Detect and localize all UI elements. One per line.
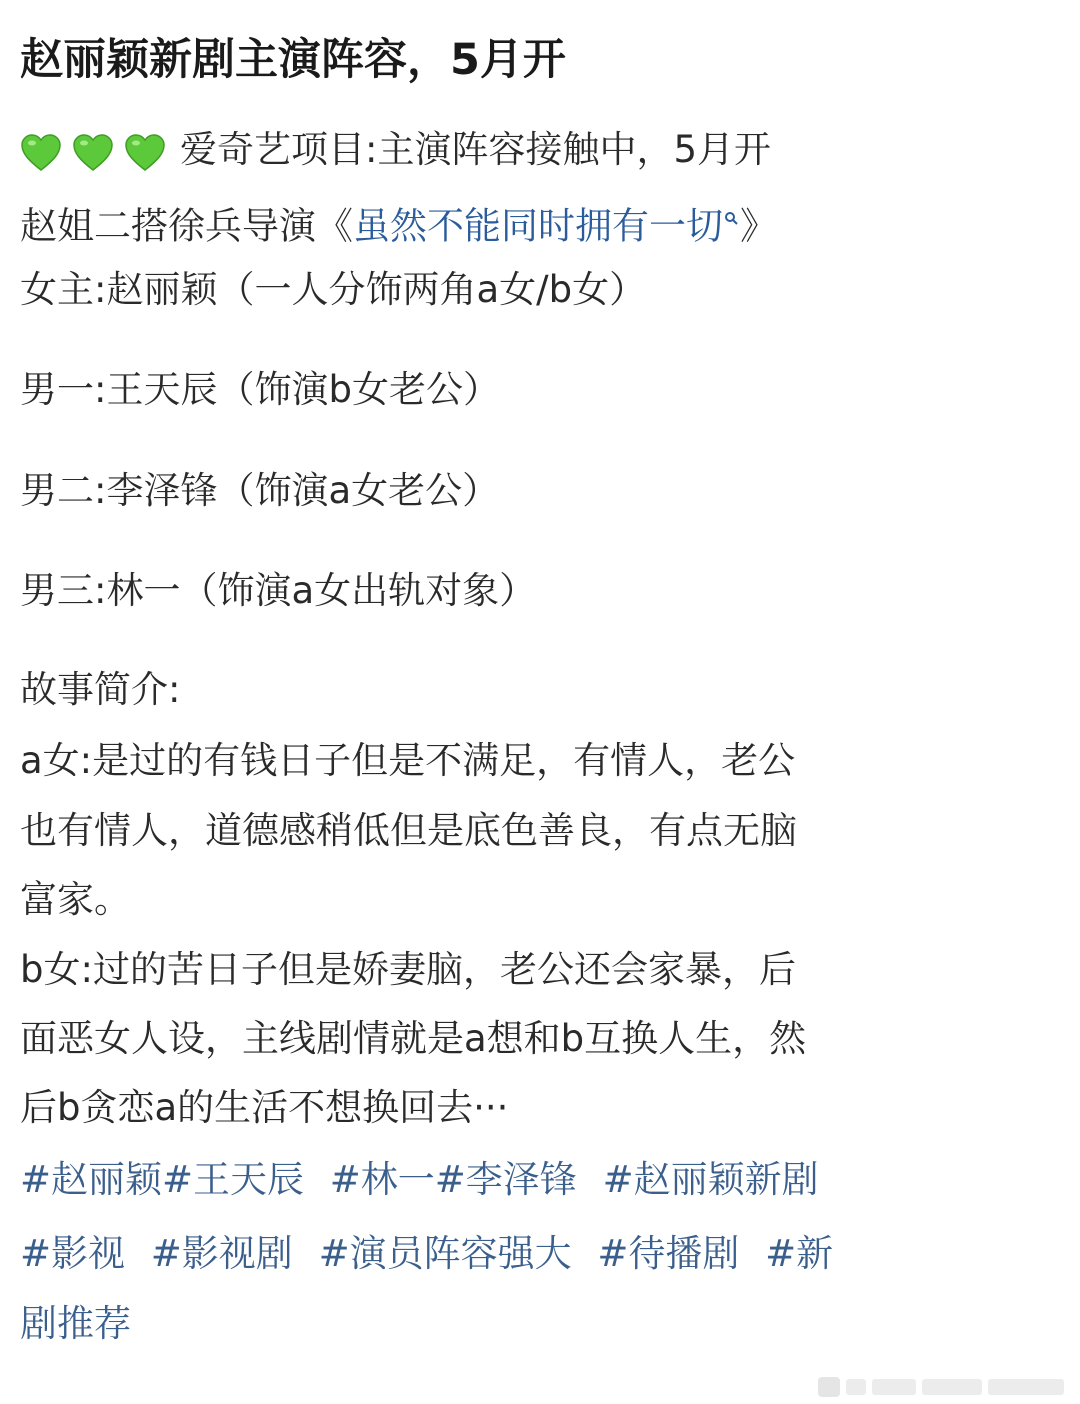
director-prefix: 赵姐二搭徐兵导演《 (20, 204, 353, 248)
green-heart-icon (20, 134, 62, 172)
green-heart-icon (72, 134, 114, 172)
watermark-logo (818, 1374, 1068, 1400)
hashtag-link[interactable]: #林一# (329, 1158, 466, 1201)
hashtag-row-2 (20, 1224, 833, 1284)
hashtag-link[interactable]: #影视 (20, 1232, 126, 1275)
story-b-line-1: b女:过的苦日子但是娇妻脑，老公还会家暴，后 (20, 948, 796, 991)
story-a-line-1: a女:是过的有钱日子但是不满足，有情人，老公 (20, 739, 796, 782)
male-one-line: 男一:王天辰（饰演b女老公） (20, 368, 500, 411)
project-text: 爱奇艺项目:主演阵容接触中，5月开 (180, 128, 772, 171)
male-two-line: 男二:李泽锋（饰演a女老公） (20, 469, 500, 512)
hashtag-link[interactable]: 李泽锋 (465, 1158, 577, 1201)
hashtag-link[interactable]: #演员阵容强大 (318, 1232, 572, 1275)
drama-title-link[interactable]: 虽然不能同时拥有一切 (353, 204, 723, 248)
story-heading: 故事简介: (20, 668, 181, 711)
director-line (20, 190, 777, 254)
green-heart-icon (124, 134, 166, 172)
story-b-line-2: 面恶女人设，主线剧情就是a想和b互换人生，然 (20, 1017, 807, 1060)
post-title: 赵丽颖新剧主演阵容，5月开 (20, 35, 566, 85)
female-lead-line: 女主:赵丽颖（一人分饰两角a女/b女） (20, 268, 647, 311)
hashtag-link[interactable]: #影视剧 (150, 1232, 293, 1275)
search-icon[interactable] (724, 190, 738, 246)
hashtag-link[interactable]: 剧推荐 (20, 1302, 131, 1345)
hashtag-link[interactable]: #待播剧 (597, 1232, 740, 1275)
hashtag-row-3 (20, 1294, 131, 1354)
hearts-row (20, 124, 176, 180)
project-line (20, 122, 771, 180)
hashtag-link[interactable]: #赵丽颖# (20, 1158, 194, 1201)
hashtag-link[interactable]: #新 (765, 1232, 834, 1275)
hashtag-link[interactable]: 王天辰 (193, 1158, 305, 1201)
male-three-line: 男三:林一（饰演a女出轨对象） (20, 569, 537, 612)
story-b-line-3: 后b贪恋a的生活不想换回去··· (20, 1086, 509, 1129)
hashtag-row-1 (20, 1150, 819, 1210)
hashtag-link[interactable]: #赵丽颖新剧 (602, 1158, 819, 1201)
story-a-line-2: 也有情人，道德感稍低但是底色善良，有点无脑 (20, 809, 797, 852)
director-suffix: 》 (740, 204, 777, 248)
story-a-line-3: 富家。 (20, 878, 131, 921)
